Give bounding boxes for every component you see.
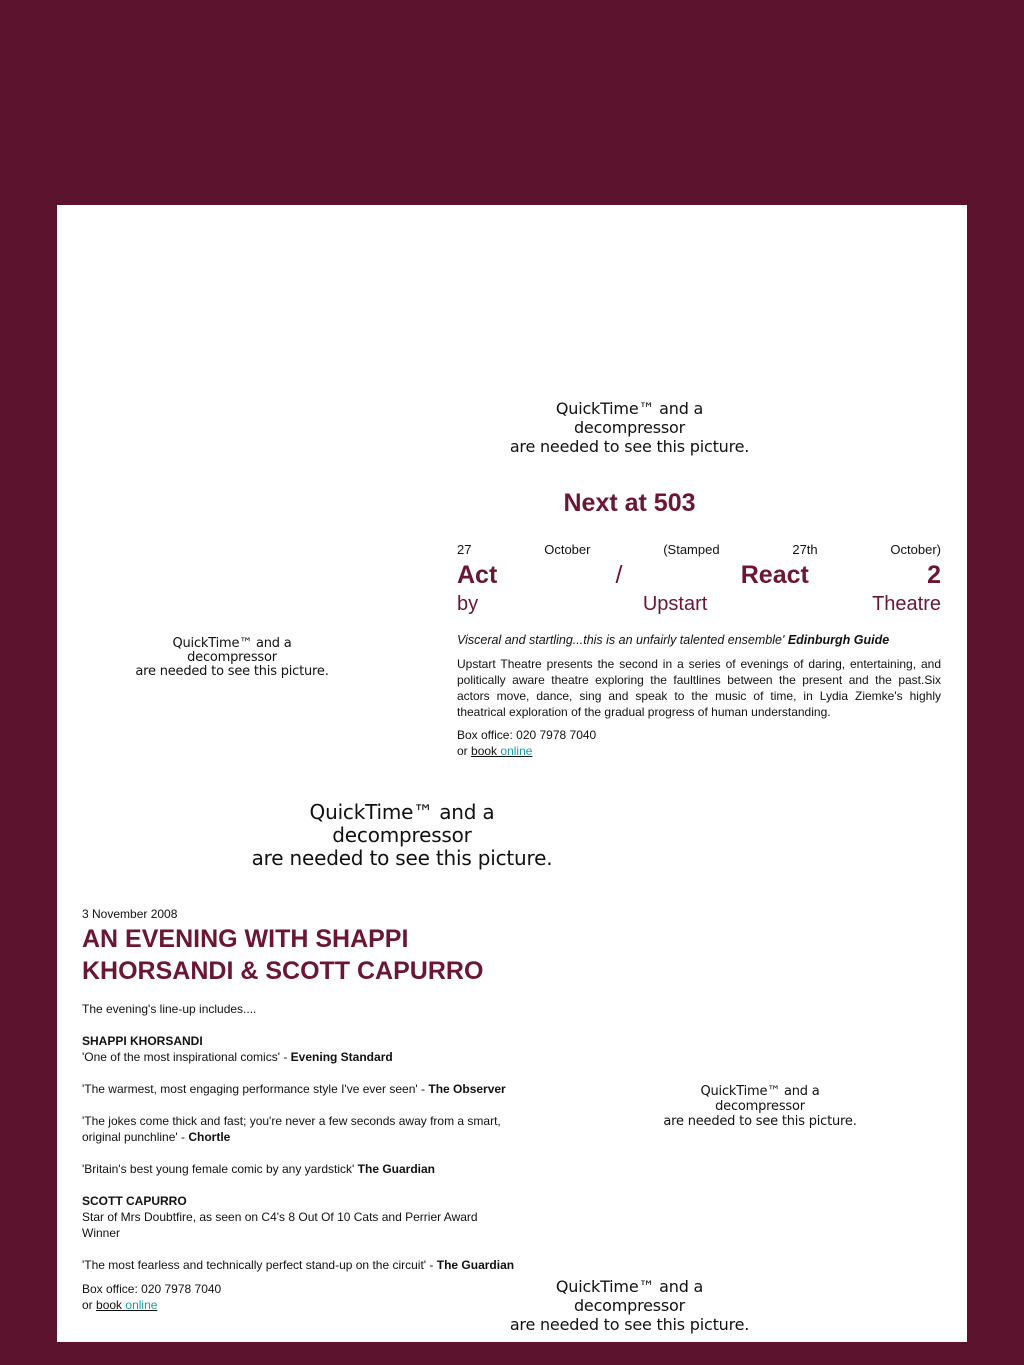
placeholder-line3: are needed to see this picture. <box>663 1114 857 1129</box>
title-word: React <box>740 561 809 589</box>
book-online-link[interactable]: book online <box>96 1298 158 1312</box>
by-word: Theatre <box>872 593 941 615</box>
placeholder-line2: decompressor <box>573 418 686 437</box>
placeholder-line3: are needed to see this picture. <box>251 846 553 870</box>
book-online-link[interactable]: book online <box>471 744 533 758</box>
date-word: (Stamped <box>663 542 720 557</box>
event-title-line1: AN EVENING WITH SHAPPI <box>82 925 409 953</box>
show-company <box>457 590 941 618</box>
event-title <box>82 923 483 987</box>
show-title <box>457 560 941 590</box>
next-heading: Next at 503 <box>563 489 696 517</box>
show-quote: Visceral and startling...this is an unfairly talented ensemble' Edinburgh Guide <box>457 633 890 647</box>
placeholder-line1: QuickTime™ and a <box>700 1084 820 1099</box>
performer-name: SHAPPI KHORSANDI <box>82 1034 203 1048</box>
placeholder-line3: are needed to see this picture. <box>509 1315 750 1334</box>
placeholder-line3: are needed to see this picture. <box>135 664 329 679</box>
placeholder-line1: QuickTime™ and a <box>172 636 292 651</box>
lineup-intro: The evening's line-up includes.... <box>82 1002 257 1016</box>
placeholder-line2: decompressor <box>187 650 277 665</box>
review-quote: 'The warmest, most engaging performance style I've ever seen' - The Observer <box>82 1082 506 1096</box>
quicktime-placeholder-left <box>117 637 347 679</box>
review-quote: 'One of the most inspirational comics' - Evening Standard <box>82 1050 393 1064</box>
performer-bio: Star of Mrs Doubtfire, as seen on C4's 8 Out Of 10 Cats and Perrier Award Winner <box>82 1210 478 1240</box>
title-word: 2 <box>927 561 941 589</box>
review-quote: 'Britain's best young female comic by any yardstick' The Guardian <box>82 1162 435 1176</box>
review-quote: 'The most fearless and technically perfect stand-up on the circuit' - The Guardian <box>82 1258 515 1272</box>
quicktime-placeholder-right <box>645 1084 875 1129</box>
date-word: October) <box>890 542 941 557</box>
event-date: 3 November 2008 <box>82 907 178 921</box>
placeholder-line2: decompressor <box>573 1296 686 1315</box>
next-show <box>457 542 941 759</box>
show-booking: or book online <box>457 744 533 758</box>
event-box-office: Box office: 020 7978 7040 <box>82 1282 222 1296</box>
quote-source: Edinburgh Guide <box>787 633 890 647</box>
performer-name: SCOTT CAPURRO <box>82 1194 187 1208</box>
content-panel <box>57 205 967 1342</box>
by-word: Upstart <box>642 593 708 615</box>
event-details <box>82 1001 572 1313</box>
title-word: Act <box>457 561 498 589</box>
event-booking: or book online <box>82 1298 158 1312</box>
date-word: 27 <box>457 542 472 557</box>
show-description: Upstart Theatre presents the second in a series of evenings of daring, entertaining, and politically aware theatre exploring the faultlines between the present and the past.Six actors move, dance, sing and speak to the music of time, in Lydia Ziemke's highly theatrical exploration of the gradual progress of human understanding. <box>457 657 941 719</box>
date-word: 27th <box>792 542 818 557</box>
placeholder-line1: QuickTime™ and a <box>555 1277 704 1296</box>
quicktime-placeholder-bottom <box>497 1277 762 1342</box>
title-word: / <box>615 561 623 589</box>
event-title-line2: KHORSANDI & SCOTT CAPURRO <box>82 957 484 985</box>
by-word: by <box>457 593 479 615</box>
quicktime-placeholder-top <box>497 399 762 471</box>
placeholder-line2: decompressor <box>332 823 472 847</box>
quicktime-placeholder-middle <box>247 800 557 885</box>
date-word: October <box>544 542 591 557</box>
placeholder-line2: decompressor <box>715 1099 805 1114</box>
placeholder-line1: QuickTime™ and a <box>309 800 495 824</box>
placeholder-line3: are needed to see this picture. <box>509 437 750 456</box>
show-box-office: Box office: 020 7978 7040 <box>457 728 597 742</box>
placeholder-line1: QuickTime™ and a <box>555 399 704 418</box>
show-date <box>457 542 941 558</box>
review-quote: 'The jokes come thick and fast; you're never a few seconds away from a smart, original punchline' - Chortle <box>82 1114 501 1144</box>
